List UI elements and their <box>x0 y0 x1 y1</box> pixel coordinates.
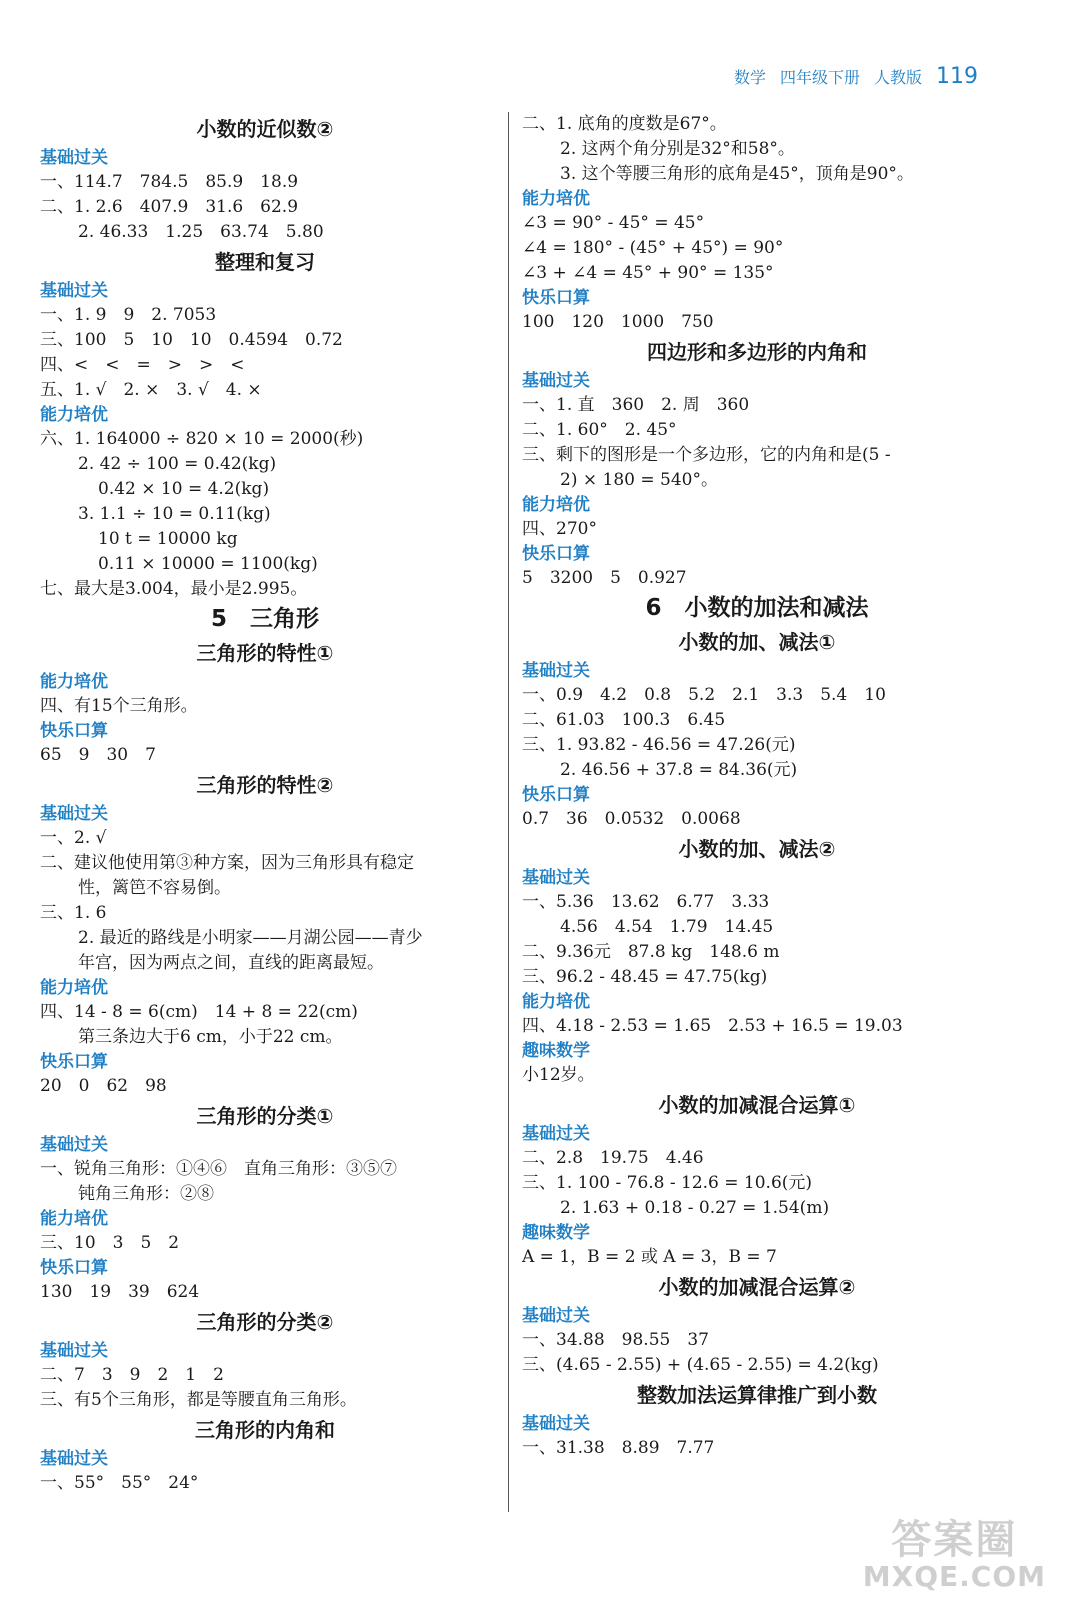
answer-line: 10 t = 10000 kg <box>98 529 238 549</box>
category-label: 快乐口算 <box>522 288 590 308</box>
section-title: 三角形的特性② <box>196 773 334 797</box>
page-number: 119 <box>936 64 978 89</box>
section-title: 三角形的分类② <box>196 1310 334 1334</box>
category-label: 基础过关 <box>522 371 590 391</box>
answer-line: 二、1. 60° 2. 45° <box>522 420 677 440</box>
answer-line: 0.42 × 10 = 4.2(kg) <box>98 479 270 499</box>
answer-line: 年宫，因为两点之间，直线的距离最短。 <box>78 953 384 973</box>
category-label: 基础过关 <box>40 148 108 168</box>
answer-line: 四、< < = > > < <box>40 355 245 375</box>
answer-line: 三、10 3 5 2 <box>40 1233 180 1253</box>
answer-line: 一、55° 55° 24° <box>40 1473 199 1493</box>
watermark-site: MXQE.COM <box>862 1560 1046 1593</box>
answer-line: 2. 1.63 + 0.18 - 0.27 = 1.54(m) <box>560 1198 830 1218</box>
answer-line: 三、(4.65 - 2.55) + (4.65 - 2.55) = 4.2(kg) <box>522 1355 879 1375</box>
category-label: 能力培优 <box>522 992 590 1012</box>
answer-line: 五、1. √ 2. × 3. √ 4. × <box>40 380 262 400</box>
answer-line: 四、270° <box>522 519 597 539</box>
answer-line: 三、有5个三角形，都是等腰直角三角形。 <box>40 1390 357 1410</box>
answer-line: 四、有15个三角形。 <box>40 696 198 716</box>
section-title: 三角形的内角和 <box>195 1418 335 1442</box>
answer-line: 四、4.18 - 2.53 = 1.65 2.53 + 16.5 = 19.03 <box>522 1016 903 1036</box>
answer-line: 三、剩下的图形是一个多边形，它的内角和是(5 - <box>522 445 891 465</box>
category-label: 基础过关 <box>522 1124 590 1144</box>
category-label: 能力培优 <box>40 405 108 425</box>
right-column <box>522 112 992 1461</box>
column-divider <box>508 112 509 1512</box>
answer-line: 3. 1.1 ÷ 10 = 0.11(kg) <box>78 504 271 524</box>
category-label: 能力培优 <box>40 1209 108 1229</box>
answer-line: 六、1. 164000 ÷ 820 × 10 = 2000(秒) <box>40 429 364 449</box>
section-title: 四边形和多边形的内角和 <box>647 340 867 364</box>
answer-line: 三、100 5 10 10 0.4594 0.72 <box>40 330 343 350</box>
answer-line: 一、2. √ <box>40 828 107 848</box>
category-label: 基础过关 <box>40 281 108 301</box>
chapter-title: 6 小数的加法和减法 <box>645 595 869 621</box>
category-label: 基础过关 <box>40 1449 108 1469</box>
answer-line: ∠4 = 180° - (45° + 45°) = 90° <box>522 238 784 258</box>
watermark <box>863 1518 1046 1592</box>
answer-line: ∠3 + ∠4 = 45° + 90° = 135° <box>522 263 774 283</box>
answer-line: 第三条边大于6 cm，小于22 cm。 <box>78 1027 343 1047</box>
category-label: 趣味数学 <box>522 1223 590 1243</box>
answer-line: 一、0.9 4.2 0.8 5.2 2.1 3.3 5.4 10 <box>522 685 886 705</box>
header-subject: 数学 <box>733 68 766 87</box>
answer-line: 二、9.36元 87.8 kg 148.6 m <box>522 942 780 962</box>
answer-line: 七、最大是3.004，最小是2.995。 <box>40 579 308 599</box>
answer-line: 一、34.88 98.55 37 <box>522 1330 709 1350</box>
answer-line: 一、1. 9 9 2. 7053 <box>40 305 217 325</box>
answer-line: 20 0 62 98 <box>40 1076 167 1096</box>
section-title: 小数的加减混合运算① <box>658 1093 856 1117</box>
category-label: 快乐口算 <box>522 544 590 564</box>
watermark-logo: 答案圈 <box>891 1517 1018 1563</box>
answer-line: 性，篱笆不容易倒。 <box>78 878 231 898</box>
answer-line: 小12岁。 <box>522 1065 595 1085</box>
category-label: 基础过关 <box>522 1306 590 1326</box>
answer-line: 2. 最近的路线是小明家——月湖公园——青少 <box>78 928 423 948</box>
answer-line: 2. 42 ÷ 100 = 0.42(kg) <box>78 454 277 474</box>
page-header <box>734 64 978 89</box>
answer-line: 5 3200 5 0.927 <box>522 568 687 588</box>
category-label: 能力培优 <box>40 672 108 692</box>
category-label: 基础过关 <box>40 1341 108 1361</box>
answer-line: 一、锐角三角形：①④⑥ 直角三角形：③⑤⑦ <box>40 1159 397 1179</box>
answer-line: 0.11 × 10000 = 1100(kg) <box>98 554 318 574</box>
section-title: 三角形的分类① <box>196 1104 334 1128</box>
category-label: 基础过关 <box>40 1135 108 1155</box>
answer-line: 三、1. 100 - 76.8 - 12.6 = 10.6(元) <box>522 1173 813 1193</box>
answer-line: 一、114.7 784.5 85.9 18.9 <box>40 172 299 192</box>
category-label: 快乐口算 <box>522 785 590 805</box>
answer-line: 0.7 36 0.0532 0.0068 <box>522 809 741 829</box>
answer-line: 一、1. 直 360 2. 周 360 <box>522 395 750 415</box>
answer-line: 2. 46.56 + 37.8 = 84.36(元) <box>560 760 798 780</box>
left-column <box>40 112 490 1496</box>
answer-line: 二、1. 底角的度数是67°。 <box>522 114 727 134</box>
category-label: 基础过关 <box>522 661 590 681</box>
answer-line: 二、7 3 9 2 1 2 <box>40 1365 224 1385</box>
category-label: 能力培优 <box>522 495 590 515</box>
answer-line: 二、1. 2.6 407.9 31.6 62.9 <box>40 197 299 217</box>
answer-line: 一、5.36 13.62 6.77 3.33 <box>522 892 770 912</box>
answer-line: 二、建议他使用第③种方案，因为三角形具有稳定 <box>40 853 414 873</box>
answer-line: 二、2.8 19.75 4.46 <box>522 1148 704 1168</box>
answer-line: 钝角三角形：②⑧ <box>78 1184 214 1204</box>
section-title: 整数加法运算律推广到小数 <box>637 1383 877 1407</box>
category-label: 快乐口算 <box>40 1052 108 1072</box>
header-grade: 四年级下册 <box>779 68 860 87</box>
category-label: 基础过关 <box>522 1414 590 1434</box>
category-label: 能力培优 <box>522 189 590 209</box>
answer-line: 三、1. 93.82 - 46.56 = 47.26(元) <box>522 735 796 755</box>
answer-line: 3. 这个等腰三角形的底角是45°，顶角是90°。 <box>560 164 914 184</box>
answer-line: 130 19 39 624 <box>40 1282 200 1302</box>
answer-line: 4.56 4.54 1.79 14.45 <box>560 917 774 937</box>
answer-line: 三、96.2 - 48.45 = 47.75(kg) <box>522 967 768 987</box>
category-label: 趣味数学 <box>522 1041 590 1061</box>
answer-line: 一、31.38 8.89 7.77 <box>522 1438 715 1458</box>
category-label: 基础过关 <box>40 804 108 824</box>
answer-line: 2) × 180 = 540°。 <box>560 470 718 490</box>
answer-line: 2. 46.33 1.25 63.74 5.80 <box>78 222 324 242</box>
answer-line: 100 120 1000 750 <box>522 312 714 332</box>
section-title: 小数的近似数② <box>196 117 334 141</box>
chapter-title: 5 三角形 <box>210 606 319 632</box>
category-label: 基础过关 <box>522 868 590 888</box>
category-label: 快乐口算 <box>40 1258 108 1278</box>
answer-line: ∠3 = 90° - 45° = 45° <box>522 213 705 233</box>
category-label: 能力培优 <box>40 978 108 998</box>
section-title: 小数的加、减法① <box>678 630 836 654</box>
answer-line: A = 1，B = 2 或 A = 3，B = 7 <box>522 1247 777 1267</box>
section-title: 小数的加减混合运算② <box>658 1275 856 1299</box>
answer-line: 二、61.03 100.3 6.45 <box>522 710 726 730</box>
header-edition: 人教版 <box>873 68 922 87</box>
answer-line: 65 9 30 7 <box>40 745 156 765</box>
answer-line: 四、14 - 8 = 6(cm) 14 + 8 = 22(cm) <box>40 1002 358 1022</box>
answer-line: 三、1. 6 <box>40 903 107 923</box>
section-title: 三角形的特性① <box>196 641 334 665</box>
section-title: 整理和复习 <box>215 250 315 274</box>
category-label: 快乐口算 <box>40 721 108 741</box>
answer-line: 2. 这两个角分别是32°和58°。 <box>560 139 795 159</box>
section-title: 小数的加、减法② <box>678 837 836 861</box>
